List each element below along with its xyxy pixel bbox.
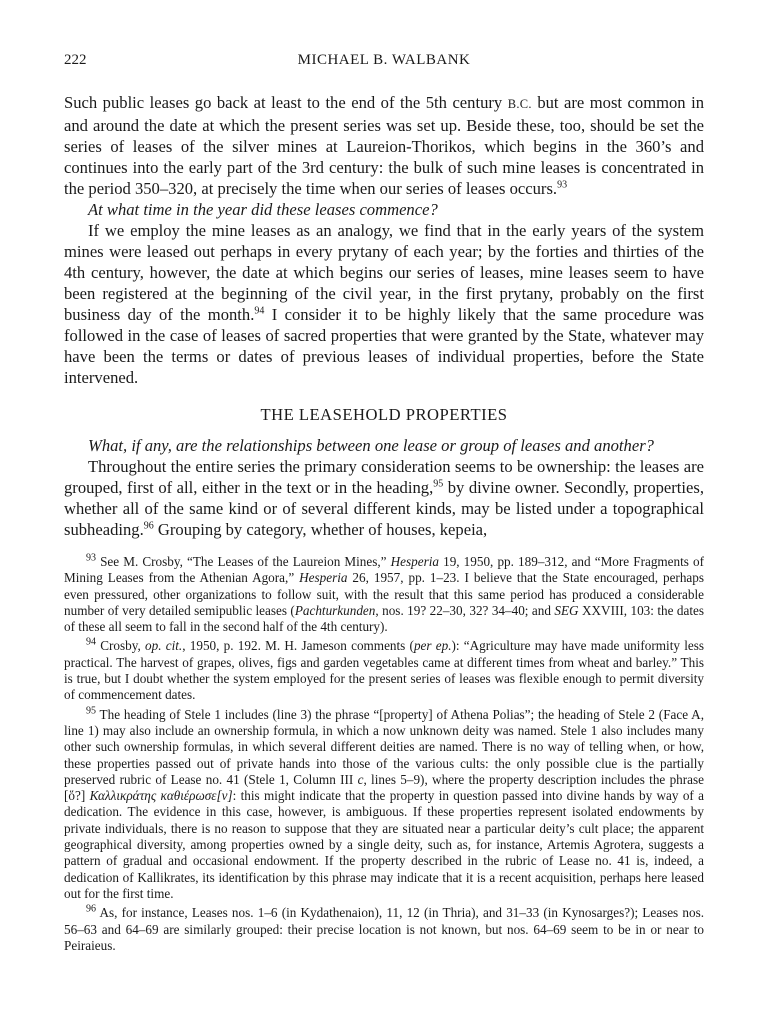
greek-verb: καθιέρωσε[ν] [160,788,233,804]
footnote-95: $^{95}$ The heading of Stele 1 includes (line 3) the phrase “[property] of Athena Polias”; the heading of Stele 2 (Face A, line 1) may also include an ownership formula, in which a now unknown deity was named. Stele 1 also includes many other such ownership formulas, in which several different deities are named. There is no way of telling when, or how, these properties passed out of private hands into those of the various cults: the only possible clue is the partially preserved rubric of Lease no. 41 (Stele 1, Column III c, lines 5–9), where the property description includes the phrase [ὅ?] Καλλικράτης καθιέρωσε[ν]: this might indicate that the property in question passed into divine hands by way of a dedication. The evidence in this case, however, is ambiguous. If these properties represent isolated endowments by private individuals, there is no reason to suppose that they are situated near a particular deity’s cult place; the apparent geographical diversity, among properties owned by a single deity, such as, for instance, Artemis Agrotera, suggests a pattern of gradual and occasional endowment. If the property described in the rubric of Lease no. 41 is, indeed, a dedication of Kallikrates, its identification by this phrase may indicate that it is a recent acquisition, perhaps here leased out for the first time. [64,705,705,901]
footnote-96: $^{96}$ As, for instance, Leases nos. 1–6 (in Kydathenaion), 11, 12 (in Thria), and 31–33 (in Kynosarges?); Leases nos. 56–63 and 64–69 are similarly grouped: their precise location is not known, but nos. 64–69 seem to be in or near to Peiraieus. [64,903,704,953]
greek-name: Καλλικράτης [89,788,157,804]
page-number: 222 [64,52,87,68]
footnotes [64,554,704,954]
page [64,52,704,957]
footnote-ref-93[interactable]: 93 [557,179,568,191]
era-abbrev: B.C. [507,97,532,111]
footnote-ref-94[interactable]: 94 [254,305,265,317]
footnote-93: $^{93}$ See M. Crosby, “The Leases of the Laureion Mines,” Hesperia 19, 1950, pp. 189–312, and “More Fragments of Mining Leases from the Athenian Agora,” Hesperia 26, 1957, pp. 1–23. I believe that the State encouraged, perhaps even pressured, other organizations to follow suit, with the result that this same period has produced a considerable number of very detailed semipublic leases (Pachturkunden, nos. 19? 22–30, 32? 34–40; and SEG XXVIII, 103: the dates of these all seem to fall in the second half of the 4th century). [64,552,704,635]
section-heading: THE LEASEHOLD PROPERTIES [260,405,508,424]
paragraph-1: Such public leases go back at least to the end of the 5th century B.C. but are most common in and around the date at which the present series was set up. Beside these, too, should be set the series of leases of the silver mines at Laureion-Thorikos, which begins in the 360’s and continues into the early part of the 3rd century: the bulk of such mine leases is concentrated in the period 350–320, at precisely the time when our series of leases occurs.$^{93}$ [64,93,705,198]
paragraph-2: If we employ the mine leases as an analogy, we find that in the early years of the system mines were leased out perhaps in every prytany of each year; by the forties and thirties of the 4th century, however, the date at which begins our series of leases, mine leases seem to have been registered at the beginning of the civil year, in the first prytany, probably on the first business day of the month.$^{94}$ I consider it to be highly likely that the same procedure was followed in the case of leases of sacred properties that were granted by the State, whatever may have been the terms or dates of previous leases of individual properties, before the State intervened. [64,221,704,387]
running-head: MICHAEL B. WALBANK [297,52,471,68]
question-1: At what time in the year did these leases commence? [88,200,438,219]
body-text [64,92,704,540]
footnote-ref-95[interactable]: 95 [433,478,444,490]
question-2: What, if any, are the relationships between one lease or group of leases and another? [88,436,654,455]
page-header [64,52,704,74]
paragraph-3: Throughout the entire series the primary consideration seems to be ownership: the leases are grouped, first of all, either in the text or in the heading,$^{95}$ by divine owner. Secondly, properties, whether all of the same kind or of several different kinds, may be listed under a topographical subheading.$^{96}$ Grouping by category, whether of houses, kepeia, [64,457,704,539]
footnote-ref-96[interactable]: 96 [143,520,154,532]
footnote-94: $^{94}$ Crosby, op. cit., 1950, p. 192. M. H. Jameson comments (per ep.): “Agriculture may have made uniformity less practical. The harvest of grapes, olives, figs and garden vegetables came at different times from wheat and barley.” This is true, but I doubt whether the system employed for the present series of leases was flexible enough to permit diversity of commencement dates. [64,637,704,703]
